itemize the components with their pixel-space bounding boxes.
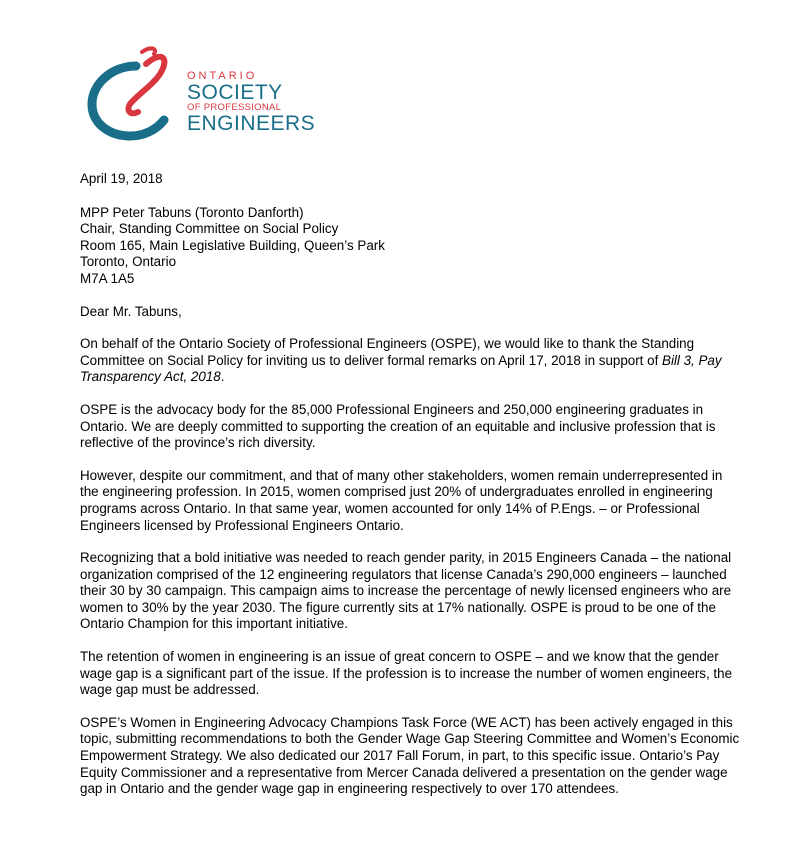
paragraph-underrepresentation: However, despite our commitment, and that of many other stakeholders, women remain underrepresented in the engineering profession. In 2015, women comprised just 20% of undergraduates enrolled in engineering programs across Ontario. In that same year, women accounted for only 14% of P.Engs. – or Professional Engineers licensed by Professional Engineers Ontario. xyxy=(80,467,723,533)
paragraph-retention: The retention of women in engineering is an issue of great concern to OSPE – and we know that the gender wage gap is a significant part of the issue. If the profession is to increase the number of women engineers, the wage gap must be addressed. xyxy=(80,649,733,698)
salutation: Dear Mr. Tabuns, xyxy=(80,303,182,319)
logo-wordmark xyxy=(187,70,315,134)
address-line: MPP Peter Tabuns (Toronto Danforth) xyxy=(80,204,304,220)
paragraph-we-act: OSPE’s Women in Engineering Advocacy Champions Task Force (WE ACT) has been actively engaged in this topic, submitting recommendations to both the Gender Wage Gap Steering Committee and Women’s Economic Empowerment Strategy. We also dedicated our 2017 Fall Forum, in part, to this specific issue. Ontario’s Pay Equity Commissioner and a representative from Mercer Canada delivered a presentation on the gender wage gap in Ontario and the gender wage gap in engineering respectively to over 170 attendees. xyxy=(80,714,740,797)
recipient-address xyxy=(80,205,740,288)
paragraph-thanks-end: . xyxy=(220,369,225,385)
logo-line-ontario: ONTARIO xyxy=(187,70,258,82)
ospe-swoosh-icon xyxy=(84,44,184,144)
address-line: Chair, Standing Committee on Social Policy xyxy=(80,221,339,237)
paragraph-30-by-30: Recognizing that a bold initiative was needed to reach gender parity, in 2015 Engineers Canada – the national organization comprised of the 12 engineering regulators that license Canada’s 290,000 engineers – launched their 30 by 30 campaign. This campaign aims to increase the percentage of newly licensed engineers who are women to 30% by the year 2030. The figure currently sits at 17% nationally. OSPE is proud to be one of the Ontario Champion for this important initiative. xyxy=(80,550,732,632)
address-line: Toronto, Ontario xyxy=(80,254,177,270)
paragraph-advocacy: OSPE is the advocacy body for the 85,000 Professional Engineers and 250,000 engineering graduates in Ontario. We are deeply committed to supporting the creation of an equitable and inclusive profession that is reflective of the province’s rich diversity. xyxy=(80,401,716,451)
ospe-logo xyxy=(84,44,324,144)
letter-body xyxy=(80,171,740,814)
address-line: M7A 1A5 xyxy=(80,270,135,286)
letter-date: April 19, 2018 xyxy=(80,171,163,186)
bill-title: Bill 3, Pay Transparency Act, 2018 xyxy=(80,352,722,385)
paragraph-thanks-text: On behalf of the Ontario Society of Professional Engineers (OSPE), we would like to thank the Standing Committee on Social Policy for inviting us to deliver formal remarks on April 17, 2018 in support of xyxy=(80,336,695,368)
logo-line-professional: OF PROFESSIONAL xyxy=(187,102,282,113)
logo-line-engineers: ENGINEERS xyxy=(187,112,316,135)
paragraph-thanks xyxy=(80,336,740,386)
address-line: Room 165, Main Legislative Building, Queen’s Park xyxy=(80,237,385,253)
logo-line-society: SOCIETY xyxy=(187,81,283,104)
